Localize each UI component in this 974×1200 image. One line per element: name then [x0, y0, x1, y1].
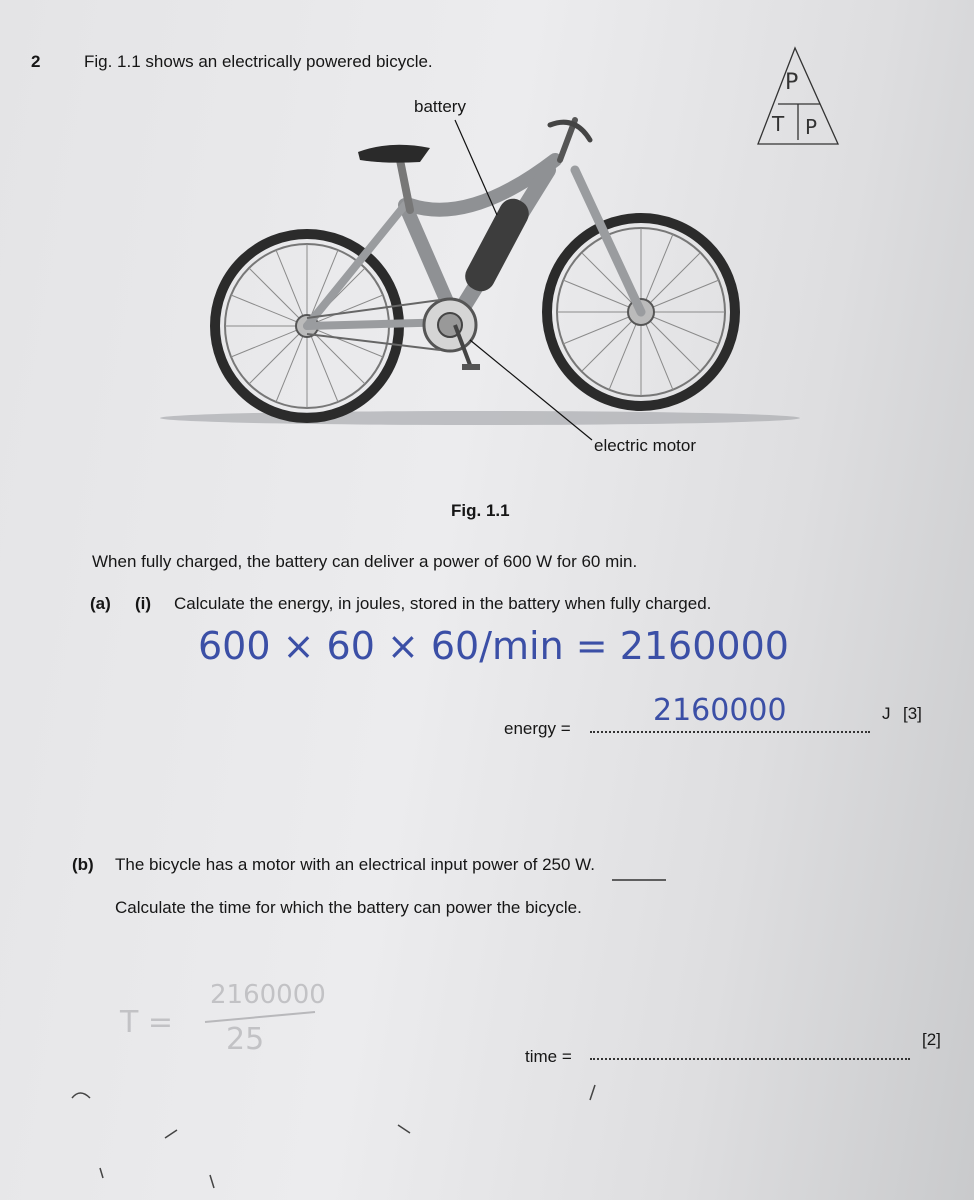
energy-answer-line — [590, 731, 870, 733]
time-answer-line[interactable] — [590, 1058, 910, 1060]
question-number: 2 — [31, 52, 41, 71]
label-battery: battery — [414, 97, 466, 116]
label-electric-motor: electric motor — [594, 436, 697, 455]
time-answer-label: time = — [525, 1047, 572, 1066]
part-b-working-lhs: T = — [120, 1005, 173, 1040]
stray-pencil-marks — [72, 1085, 595, 1188]
motor-leader-line — [470, 340, 592, 440]
energy-unit: J — [882, 704, 891, 723]
figure-caption: Fig. 1.1 — [451, 501, 510, 520]
sketch-letter-bottom-right: P — [805, 115, 818, 139]
sketch-letter-top: P — [785, 70, 799, 95]
part-a-label: (a) — [90, 594, 111, 613]
sketch-letter-bottom-left: T — [772, 112, 785, 136]
fraction-bar — [205, 1012, 315, 1022]
part-a-question: Calculate the energy, in joules, stored in the battery when fully charged. — [174, 594, 712, 613]
part-b-marks: [2] — [922, 1030, 941, 1049]
energy-answer-label: energy = — [504, 719, 571, 738]
question-stem: When fully charged, the battery can deliver a power of 600 W for 60 min. — [92, 552, 638, 571]
part-a-working: 600 × 60 × 60/min = 2160000 — [198, 624, 789, 668]
part-b-working-denominator: 25 — [226, 1022, 265, 1057]
ground-shadow — [160, 411, 800, 425]
energy-answer-value[interactable]: 2160000 — [653, 693, 787, 728]
part-b-instruction: Calculate the time for which the battery can power the bicycle. — [115, 898, 582, 917]
part-b-working-numerator: 2160000 — [210, 980, 326, 1010]
formula-triangle-sketch — [758, 48, 838, 144]
part-b-question: The bicycle has a motor with an electrical input power of 250 W. — [115, 855, 596, 874]
part-b-label: (b) — [72, 855, 94, 874]
question-intro: Fig. 1.1 shows an electrically powered bicycle. — [84, 52, 433, 71]
bicycle-frame — [307, 120, 641, 326]
pedal — [462, 364, 480, 370]
part-a-i-label: (i) — [135, 594, 152, 613]
saddle — [358, 145, 430, 163]
part-a-marks: [3] — [903, 704, 922, 723]
